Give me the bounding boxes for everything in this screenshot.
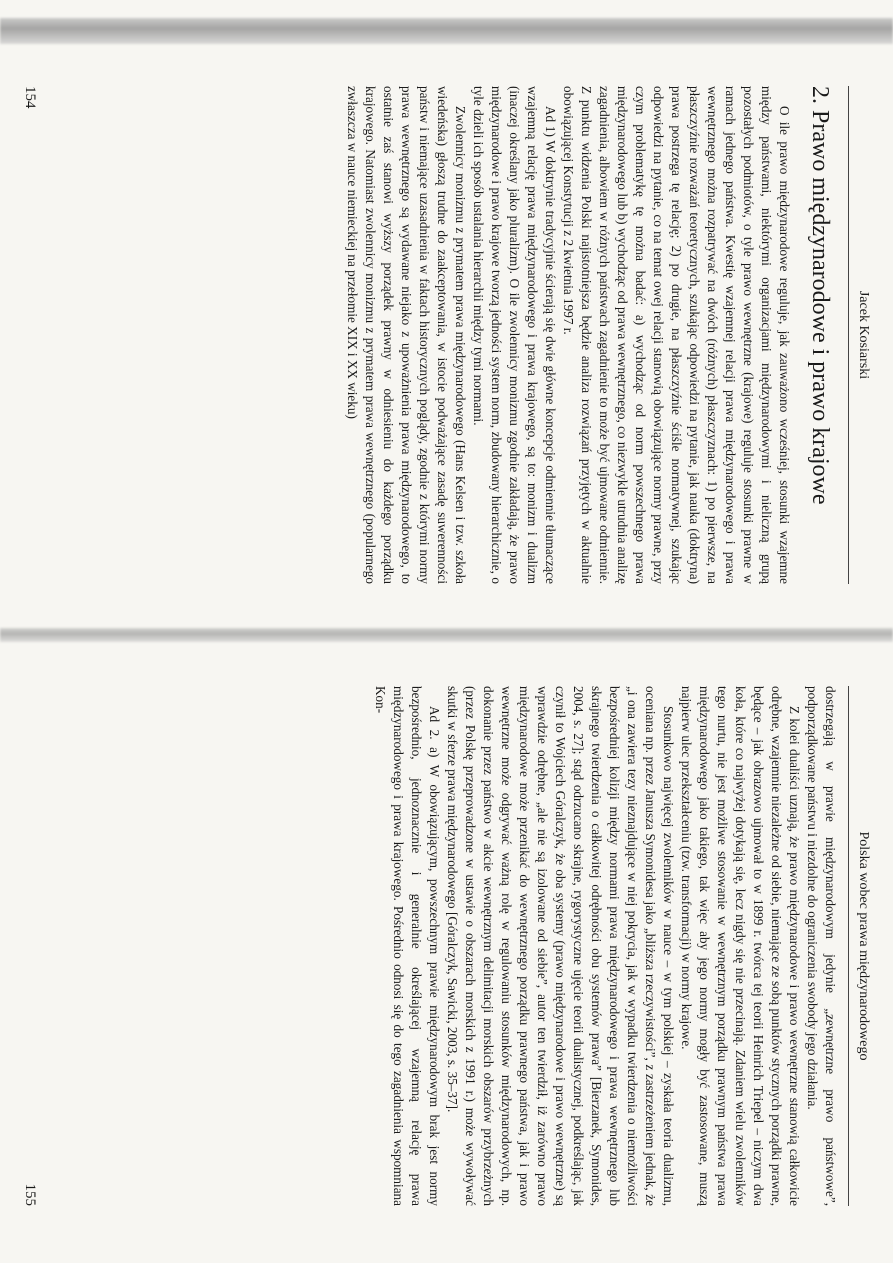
page-number: 155: [22, 1183, 38, 1206]
section-heading: 2. Prawo międzynarodowe i prawo krajowe: [807, 86, 833, 505]
paragraph: Ad 2. a) W obowiązującym, powszechnym prawie międzynarodowym brak jest normy bezpośrednio, jednoznacznie i generalnie określającej wzajemną relację prawa międzynarodowego i prawa krajowego. Pośrednio odnosi się do tego zagadnienia wspomniana Kon-: [373, 686, 442, 1206]
scan-edge-top: [0, 18, 893, 44]
paragraph: dostrzegają w prawie międzynarodowym jedynie „zewnętrzne prawo państwowe”, podporządkowane państwu i niezdolne do ograniczenia swobody jego działania.: [805, 686, 838, 1206]
page-155: [0, 646, 893, 1246]
paragraph: O ile prawo międzynarodowe reguluje, jak zauważono wcześniej, stosunki wzajemne między państwami, niektórymi organizacjami międzynarodowymi i nieliczną grupą pozostałych podmiotów, o tyle prawo wewnętrzne (krajowe) reguluje stosunki prawne w ramach jednego państwa. Kwestię wzajemnej relacji prawa międzynarodowego i prawa wewnętrznego można rozpatrywać na dwóch (różnych) płaszczyznach: 1) po pierwsze, na płaszczyźnie rozważań teoretycznych, szukając odpowiedzi na pytanie, jak nauka (doktryna) prawa postrzega tę relację; 2) po drugie, na płaszczyźnie ściśle normatywnej, szukając odpowiedzi na pytanie, co na temat owej relacji stanowią obowiązujące normy prawne, przy czym problematykę tę można badać: a) wychodząc od norm powszechnego prawa międzynarodowego lub b) wychodząc od prawa wewnętrznego, co niezwykle utrudnia analizę zagadnienia, albowiem w różnych państwach zagadnienie to może być ujmowane odmiennie. Z punktu widzenia Polski najistotniejsza będzie analiza rozwiązań przyjętych w aktualnie obowiązującej Konstytucji z 2 kwietnia 1997 r.: [561, 86, 792, 584]
paragraph: Z kolei dualiści uznają, że prawo międzynarodowe i prawo wewnętrzne stanowią całkowicie odrębne, wzajemnie niezależne od siebie, niemające ze sobą punktów stycznych porządki prawne, będące – jak obrazowo ujmował to w 1899 r. twórca tej teorii Heinrich Triepel – niczym dwa koła, które co najwyżej dotykają się, lecz nigdy się nie przecinają. Zdaniem wielu zwolenników tego nurtu, nie jest możliwe stosowanie w wewnętrznym porządku prawnym państwa prawa międzynarodowego jako takiego, tak więc aby jego normy mogły być zastosowane, muszą najpierw ulec przekształceniu (tzw. transformacji) w normy krajowe.: [679, 686, 802, 1206]
page-154: [0, 46, 893, 624]
page-body: [343, 86, 833, 584]
paragraph: Zwolennicy monizmu z prymatem prawa międzynarodowego (Hans Kelsen i tzw. szkoła wiedeńska) głoszą trudne do zaakceptowania, w istocie podważające zasadę suwerenności państw i niemające uzasadnienia w faktach historycznych poglądy, zgodnie z którymi normy prawa wewnętrznego są wydawane niejako z upoważnienia prawa międzynarodowego, to ostatnie zaś stanowi wyższy porządek prawny w odniesieniu do każdego porządku krajowego. Natomiast zwolennicy monizmu z prymatem prawa wewnętrznego (popularnego zwłaszcza w nauce niemieckiej na przełomie XIX i XX wieku): [345, 86, 468, 584]
running-head: Polska wobec prawa międzynarodowego: [856, 831, 871, 1061]
header-rule: [848, 86, 849, 584]
header-rule: [848, 686, 849, 1206]
paragraph: Ad 1) W doktrynie tradycyjnie ścierają się dwie główne koncepcje odmiennie tłumaczące wzajemną relację prawa międzynarodowego i prawa krajowego, są to: monizm i dualizm (inaczej określany jako pluralizm). O ile zwolennicy monizmu zgodnie zakładają, że prawo międzynarodowe i prawo krajowe tworzą jedności system norm, zbudowany hierarchicznie, o tyle dzieli ich sposób ustalania hierarchii między tymi normami.: [471, 86, 558, 584]
page-body: [371, 686, 839, 1206]
scan-edge-middle: [0, 628, 893, 642]
running-head: Jacek Kosiarski: [856, 290, 871, 380]
page-number: 154: [22, 86, 38, 109]
paragraph: Stosunkowo najwięcej zwolenników w nauce – w tym polskiej – zyskała teoria dualizmu, oceniana np. przez Janusza Symonidesa jako „bliższa rzeczywistości”, z zastrzeżeniem jednak, że „i ona zawiera tezy nieznajdujące w niej pokrycia, jak w wypadku twierdzenia o niemożliwości bezpośredniej kolizji między normami prawa międzynarodowego i prawa wewnętrznego lub skrajnego twierdzenia o całkowitej odrębności obu systemów prawa” [Bierzanek, Symonides, 2004, s. 27]; stąd odrzucano skrajne, rygorystyczne ujęcie teorii dualistycznej, podkreślając, jak czynił to Wojciech Góralczyk, że oba systemy (prawo międzynarodowe i prawo wewnętrzne) są wprawdzie odrębne, „ale nie są izolowane od siebie”, autor ten twierdził, iż zarówno prawo międzynarodowe może przenikać do wewnętrznego porządku prawnego państwa, jak i prawo wewnętrzne może odgrywać ważną rolę w regulowaniu stosunków międzynarodowych, np. dokonanie przez państwo w akcie wewnętrznym delimitacji morskich obszarów przybrzeżnych (przez Polskę przeprowadzone w ustawie o obszarach morskich z 1991 r.) może wywoływać skutki w sferze prawa międzynarodowego [Góralczyk, Sawicki, 2003, s. 35–37].: [445, 686, 676, 1206]
